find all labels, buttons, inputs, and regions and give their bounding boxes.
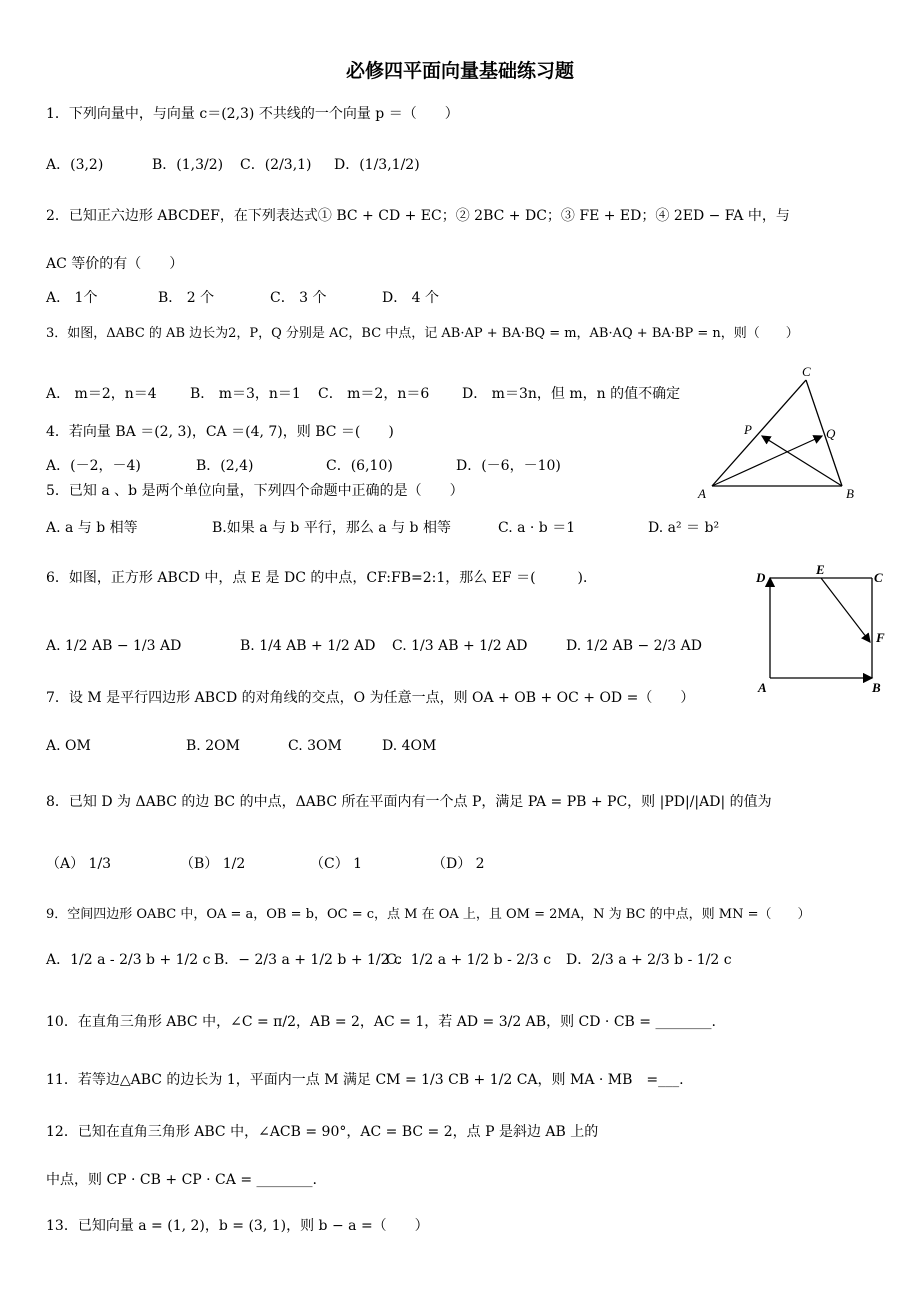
q8-option-d: （D） 2: [432, 856, 485, 872]
q4-option-a: A．(－2，－4): [46, 458, 141, 474]
label-d: D: [756, 570, 766, 585]
question-12-cont: 中点，则 CP · CB + CP · CA = ________.: [46, 1172, 317, 1188]
q9-option-c: C．1/2 a + 1/2 b - 2/3 c: [386, 952, 552, 968]
q2-option-d: D． 4 个: [382, 290, 440, 306]
triangle-figure: [690, 362, 870, 502]
question-2-cont: AC 等价的有（ ）: [46, 256, 184, 272]
label-c: C: [802, 364, 811, 379]
q5-option-b: B.如果 a 与 b 平行，那么 a 与 b 相等: [212, 520, 451, 536]
question-8: 8．已知 D 为 ΔABC 的边 BC 的中点，ΔABC 所在平面内有一个点 P，满足 PA = PB + PC，则 |PD|/|AD| 的值为: [46, 794, 772, 810]
q6-option-a: A. 1/2 AB − 1/3 AD: [46, 638, 182, 654]
q4-option-c: C．(6,10): [326, 458, 393, 474]
question-5: 5．已知 a 、b 是两个单位向量，下列四个命题中正确的是（ ）: [46, 483, 464, 499]
label-f: F: [876, 630, 885, 645]
q1-option-a: A．(3,2): [46, 157, 104, 173]
q5-option-c: C. a · b ＝1: [498, 520, 576, 536]
q6-option-c: C. 1/3 AB + 1/2 AD: [392, 638, 528, 654]
question-2: 2．已知正六边形 ABCDEF，在下列表达式① BC + CD + EC；② 2BC + DC；③ FE + ED；④ 2ED − FA 中，与: [46, 208, 790, 224]
side-ac: [712, 380, 806, 486]
q3-option-b: B． m＝3，n＝1: [190, 386, 301, 402]
question-3: 3．如图，ΔABC 的 AB 边长为2，P，Q 分别是 AC，BC 中点，记 AB·AP + BA·BQ = m，AB·AQ + BA·BP = n，则（ ）: [46, 326, 799, 341]
question-6: 6．如图，正方形 ABCD 中，点 E 是 DC 的中点，CF:FB=2:1，那么 EF ＝( )．: [46, 570, 598, 586]
q2-option-c: C． 3 个: [270, 290, 327, 306]
q4-option-b: B．(2,4): [196, 458, 254, 474]
square-figure: [752, 560, 896, 700]
q2-option-a: A． 1个: [46, 290, 98, 306]
question-11: 11．若等边△ABC 的边长为 1，平面内一点 M 满足 CM = 1/3 CB + 1/2 CA，则 MA · MB =___.: [46, 1072, 684, 1088]
label-a: A: [698, 486, 706, 501]
q8-option-b: （B） 1/2: [180, 856, 246, 872]
question-13: 13．已知向量 a = (1, 2)，b = (3, 1)，则 b − a =（ ）: [46, 1218, 429, 1234]
q9-option-d: D．2/3 a + 2/3 b - 1/2 c: [566, 952, 732, 968]
label-c: C: [874, 570, 883, 585]
label-q: Q: [826, 426, 836, 441]
side-bc: [806, 380, 842, 486]
question-4: 4．若向量 BA ＝(2, 3)，CA ＝(4, 7)，则 BC ＝( ): [46, 424, 394, 440]
q1-option-b: B．(1,3/2): [152, 157, 224, 173]
q9-option-a: A．1/2 a - 2/3 b + 1/2 c: [46, 952, 211, 968]
q3-option-d: D． m＝3n，但 m，n 的值不确定: [462, 386, 681, 402]
page-title: 必修四平面向量基础练习题: [345, 60, 574, 82]
label-a: A: [758, 680, 767, 695]
q7-option-a: A. OM: [46, 738, 91, 754]
question-10: 10．在直角三角形 ABC 中，∠C = π/2，AB = 2，AC = 1，若 AD = 3/2 AB，则 CD · CB = ________.: [46, 1014, 716, 1030]
q1-option-c: C．(2/3,1): [240, 157, 312, 173]
label-b: B: [846, 486, 854, 501]
q7-option-c: C. 3OM: [288, 738, 342, 754]
q7-option-b: B. 2OM: [186, 738, 240, 754]
q3-option-a: A． m＝2，n＝4: [46, 386, 157, 402]
q2-option-b: B． 2 个: [158, 290, 215, 306]
label-b: B: [872, 680, 881, 695]
q1-option-d: D．(1/3,1/2): [334, 157, 420, 173]
label-e: E: [816, 562, 825, 577]
q6-option-b: B. 1/4 AB + 1/2 AD: [240, 638, 376, 654]
q8-option-a: （A） 1/3: [46, 856, 112, 872]
vector-bp: [762, 436, 842, 486]
q4-option-d: D．(－6，－10): [456, 458, 561, 474]
vector-aq: [712, 436, 822, 486]
question-9: 9．空间四边形 OABC 中，OA = a，OB = b，OC = c，点 M 在 OA 上，且 OM = 2MA，N 为 BC 的中点，则 MN =（ ）: [46, 907, 811, 922]
q5-option-a: A. a 与 b 相等: [46, 520, 138, 536]
q9-option-b: B．− 2/3 a + 1/2 b + 1/2 c: [214, 952, 402, 968]
q8-option-c: （C） 1: [310, 856, 363, 872]
q5-option-d: D. a² ＝ b²: [648, 520, 720, 536]
q7-option-d: D. 4OM: [382, 738, 437, 754]
question-1: 1．下列向量中，与向量 c＝(2,3) 不共线的一个向量 p ＝（ ）: [46, 106, 459, 122]
label-p: P: [744, 422, 752, 437]
question-7: 7．设 M 是平行四边形 ABCD 的对角线的交点，O 为任意一点，则 OA + OB + OC + OD =（ ）: [46, 690, 695, 706]
q3-option-c: C． m＝2，n＝6: [318, 386, 430, 402]
question-12: 12．已知在直角三角形 ABC 中，∠ACB = 90°，AC = BC = 2，点 P 是斜边 AB 上的: [46, 1124, 599, 1140]
vector-ef: [821, 578, 870, 642]
q6-option-d: D. 1/2 AB − 2/3 AD: [566, 638, 702, 654]
